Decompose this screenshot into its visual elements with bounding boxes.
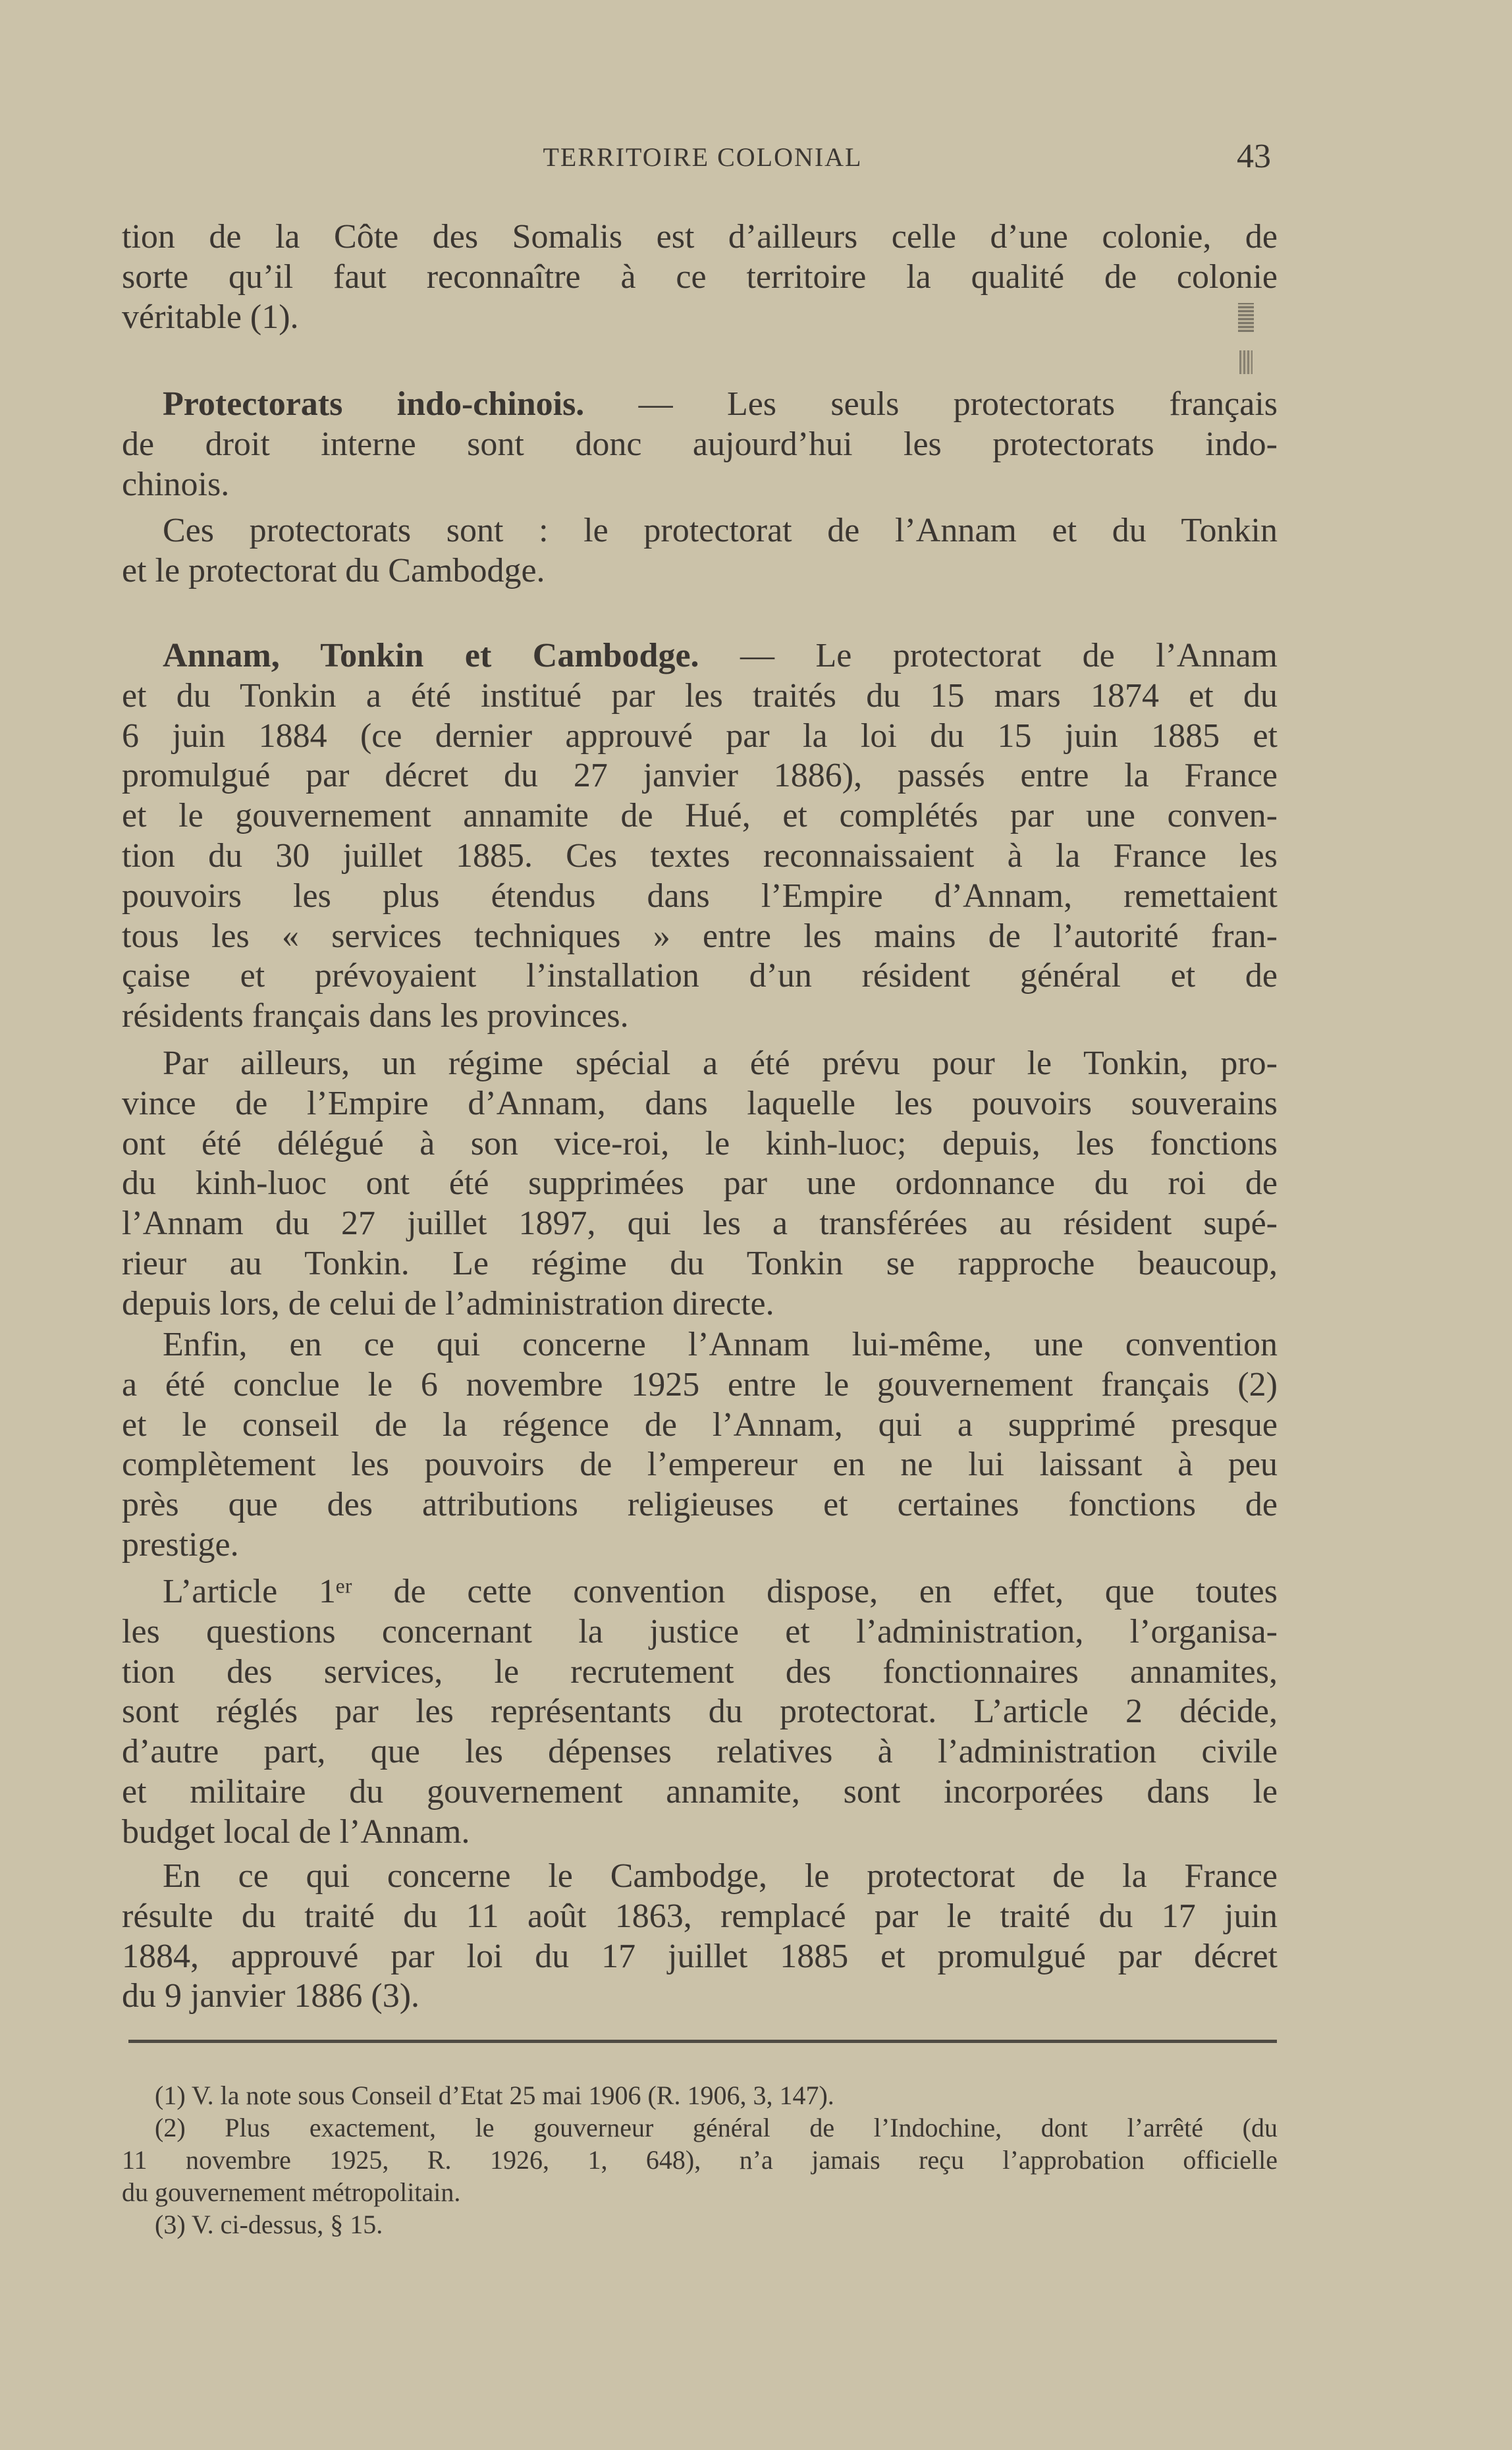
section-heading: Annam, Tonkin et Cambodge. — [163, 637, 699, 674]
line-text: résidents français dans les provinces. — [122, 997, 629, 1035]
line-text: Par ailleurs, un régime spécial a été prévu pour le Tonkin, pro- — [163, 1045, 1278, 1082]
text-line — [122, 676, 1278, 717]
line-text: résulte du traité du 11 août 1863, remplacé par le traité du 17 juin — [122, 1897, 1278, 1935]
footnote — [122, 2111, 1278, 2208]
line-text: 6 juin 1884 (ce dernier approuvé par la loi du 15 juin 1885 et — [122, 717, 1278, 755]
text-line — [122, 796, 1278, 836]
line-text: d’autre part, que les dépenses relatives à l’administration civile — [122, 1733, 1278, 1771]
text-line — [122, 1164, 1278, 1204]
text-line — [122, 1204, 1278, 1244]
paragraph — [122, 1857, 1278, 2017]
line-text: tion de la Côte des Somalis est d’ailleurs celle d’une colonie, de — [122, 218, 1278, 256]
line-text: (2) Plus exactement, le gouverneur général de l’Indochine, dont l’arrêté (du — [155, 2113, 1278, 2142]
text-line — [122, 1857, 1278, 1897]
paragraph — [122, 1572, 1278, 1853]
line-text: les questions concernant la justice et l’administration, l’organisa- — [122, 1612, 1278, 1650]
footnote — [122, 2208, 1278, 2241]
text-line — [122, 1652, 1278, 1693]
scan-artifact — [1239, 350, 1253, 374]
text-line — [122, 425, 1278, 465]
line-text: sorte qu’il faut reconnaître à ce territoire la qualité de colonie — [122, 258, 1278, 296]
text-line — [122, 1772, 1278, 1812]
running-header: TERRITOIRE COLONIAL — [543, 142, 863, 172]
line-text: Ces protectorats sont : le protectorat de l’Annam et du Tonkin — [163, 512, 1278, 549]
text-line — [122, 636, 1278, 676]
line-text: près que des attributions religieuses et certaines fonctions de — [122, 1486, 1278, 1524]
line-text: tous les « services techniques » entre les mains de l’autorité fran- — [122, 917, 1278, 955]
line-text: 11 novembre 1925, R. 1926, 1, 648), n’a jamais reçu l’approbation officielle — [122, 2145, 1278, 2175]
line-text: et le protectorat du Cambodge. — [122, 551, 545, 589]
text-line — [122, 1244, 1278, 1284]
text-line — [122, 511, 1278, 551]
text-line — [122, 836, 1278, 877]
text-line — [122, 1812, 1278, 1853]
line-text: l’Annam du 27 juillet 1897, qui les a transférées au résident supé- — [122, 1205, 1278, 1243]
paragraph — [122, 511, 1278, 591]
line-text: du kinh-luoc ont été supprimées par une ordonnance du roi de — [122, 1164, 1278, 1203]
line-text: et le gouvernement annamite de Hué, et complétés par une conven- — [122, 797, 1278, 835]
line-text: a été conclue le 6 novembre 1925 entre le gouvernement français (2) — [122, 1365, 1278, 1403]
line-text: et du Tonkin a été institué par les traités du 15 mars 1874 et du — [122, 676, 1278, 715]
line-text: du 9 janvier 1886 (3). — [122, 1977, 420, 2015]
text-line — [122, 2176, 1278, 2208]
line-text: ont été délégué à son vice-roi, le kinh-luoc; depuis, les fonctions — [122, 1124, 1278, 1162]
text-line — [122, 756, 1278, 796]
text-line — [122, 1485, 1278, 1525]
text-line — [122, 956, 1278, 996]
line-text: promulgué par décret du 27 janvier 1886), passés entre la France — [122, 757, 1278, 795]
line-text: et militaire du gouvernement annamite, sont incorporées dans le — [122, 1772, 1278, 1810]
text-line — [122, 2111, 1278, 2144]
section-heading: Protectorats indo-chinois. — [163, 385, 585, 423]
line-text: de droit interne sont donc aujourd’hui les protectorats indo- — [122, 425, 1278, 463]
text-line — [122, 1937, 1278, 1977]
line-text: 1884, approuvé par loi du 17 juillet 1885 et promulgué par décret — [122, 1937, 1278, 1975]
line-text: çaise et prévoyaient l’installation d’un résident général et de — [122, 957, 1278, 995]
line-text: budget local de l’Annam. — [122, 1812, 470, 1851]
line-text: prestige. — [122, 1525, 239, 1564]
line-text: complètement les pouvoirs de l’empereur en ne lui laissant à peu — [122, 1446, 1278, 1484]
text-line — [122, 385, 1278, 425]
text-line — [122, 996, 1278, 1037]
line-text: — Le protectorat de l’Annam — [699, 637, 1278, 674]
text-line — [122, 1365, 1278, 1405]
page-number: 43 — [1237, 138, 1271, 175]
line-text: En ce qui concerne le Cambodge, le protectorat de la France — [163, 1857, 1278, 1895]
text-line — [122, 551, 1278, 591]
line-text: et le conseil de la régence de l’Annam, qui a supprimé presque — [122, 1405, 1278, 1444]
line-text: tion du 30 juillet 1885. Ces textes reconnaissaient à la France les — [122, 836, 1278, 875]
line-text: Enfin, en ce qui concerne l’Annam lui-même, une convention — [163, 1326, 1278, 1363]
line-text: (3) V. ci-dessus, § 15. — [155, 2210, 383, 2239]
paragraph — [122, 1325, 1278, 1565]
text-line — [122, 877, 1278, 917]
text-line — [122, 258, 1278, 298]
text-line — [122, 1572, 1278, 1612]
text-line — [122, 1044, 1278, 1084]
paragraph — [122, 1044, 1278, 1324]
text-line — [122, 217, 1278, 258]
line-text: véritable (1). — [122, 298, 299, 336]
line-text: L’article 1ᵉʳ de cette convention dispose, en effet, que toutes — [163, 1573, 1278, 1610]
text-line — [122, 1124, 1278, 1164]
text-line — [122, 1405, 1278, 1446]
text-line — [122, 1284, 1278, 1324]
text-line — [122, 298, 1278, 338]
line-text: (1) V. la note sous Conseil d’Etat 25 mai 1906 (R. 1906, 3, 147). — [155, 2081, 834, 2110]
paragraph — [122, 385, 1278, 504]
footnote-divider — [128, 2040, 1277, 2043]
text-line — [122, 1084, 1278, 1124]
line-text: — Les seuls protectorats français — [584, 385, 1278, 423]
text-line — [122, 917, 1278, 957]
text-line — [122, 1732, 1278, 1772]
text-line — [122, 1976, 1278, 2017]
text-line — [122, 465, 1278, 505]
text-line — [122, 717, 1278, 757]
text-line — [122, 2208, 1278, 2241]
text-line — [122, 1525, 1278, 1565]
footnote — [122, 2079, 1278, 2111]
text-line — [122, 1897, 1278, 1937]
text-line — [122, 1445, 1278, 1485]
line-text: vince de l’Empire d’Annam, dans laquelle les pouvoirs souverains — [122, 1084, 1278, 1122]
line-text: du gouvernement métropolitain. — [122, 2177, 461, 2207]
line-text: sont réglés par les représentants du protectorat. L’article 2 décide, — [122, 1693, 1278, 1731]
footnotes — [122, 2079, 1278, 2241]
line-text: pouvoirs les plus étendus dans l’Empire d’Annam, remettaient — [122, 877, 1278, 915]
text-line — [122, 1692, 1278, 1732]
line-text: rieur au Tonkin. Le régime du Tonkin se rapproche beaucoup, — [122, 1244, 1278, 1282]
text-line — [122, 2144, 1278, 2176]
paragraph — [122, 636, 1278, 1037]
paragraph — [122, 217, 1278, 337]
text-line — [122, 1612, 1278, 1652]
text-line — [122, 2079, 1278, 2111]
text-line — [122, 1325, 1278, 1365]
line-text: depuis lors, de celui de l’administration directe. — [122, 1284, 774, 1322]
line-text: chinois. — [122, 465, 230, 503]
line-text: tion des services, le recrutement des fonctionnaires annamites, — [122, 1652, 1278, 1691]
